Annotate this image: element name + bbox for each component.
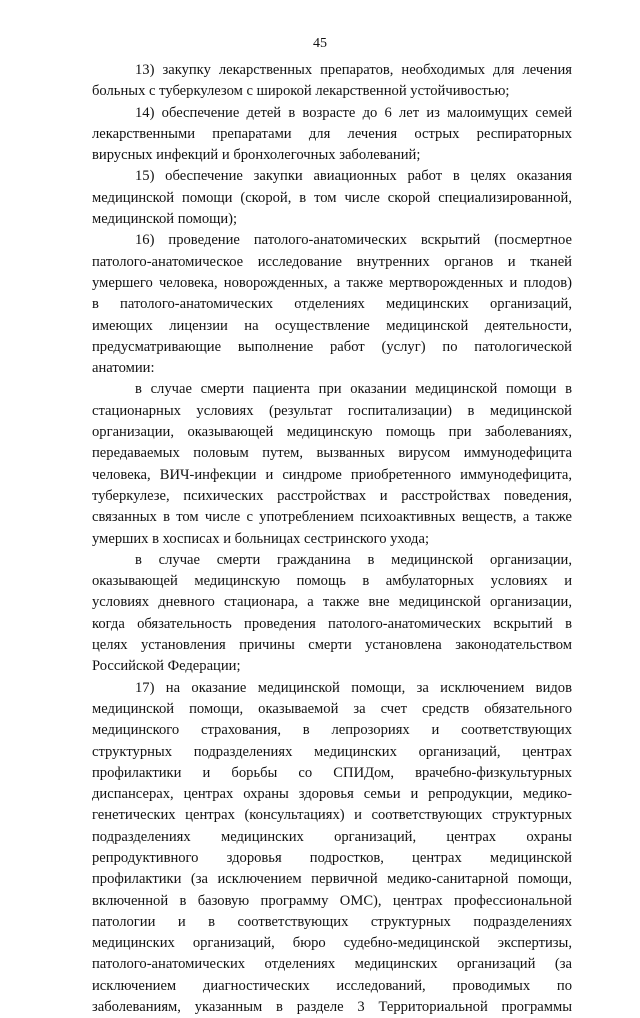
text-line: лекарственными препаратами для лечения острых респираторных <box>92 125 572 142</box>
page-number: 45 <box>313 36 327 51</box>
text-line: 17) на оказание медицинской помощи, за исключением видов <box>135 679 572 696</box>
text-line: когда обязательность проведения патолого-анатомических вскрытий в <box>92 615 572 632</box>
text-line: медицинской помощи); <box>92 211 238 228</box>
text-line: условиях дневного стационара, а также вне медицинской организации, <box>92 594 572 611</box>
text-line: патолого-анатомическое исследование внутренних органов и тканей <box>92 253 572 270</box>
text-line: передаваемых половым путем, вызванных вирусом иммунодефицита <box>92 445 572 462</box>
text-line: профилактики и борьбы со СПИДом, врачебно-физкультурных <box>92 764 572 781</box>
text-line: оказывающей медицинскую помощь в амбулаторных условиях и <box>92 573 572 590</box>
text-line: включенной в базовую программу ОМС), центрах профессиональной <box>92 892 572 909</box>
text-line: патологии и в соответствующих структурных подразделениях <box>92 913 572 930</box>
text-line: диспансерах, центрах охраны здоровья семьи и репродукции, медико- <box>92 786 572 803</box>
text-line: в патолого-анатомических отделениях медицинских организаций, <box>92 296 572 313</box>
text-line: медицинской помощи, оказываемой за счет средств обязательного <box>92 700 572 717</box>
text-line: профилактики (за исключением первичной медико-санитарной помощи, <box>92 871 572 888</box>
text-line: туберкулезе, психических расстройствах и расстройствах поведения, <box>92 487 572 504</box>
text-line: репродуктивного здоровья подростков, центрах медицинской <box>92 849 572 866</box>
text-line: организации, оказывающей медицинскую помощь при заболеваниях, <box>92 424 572 441</box>
text-line: 15) обеспечение закупки авиационных работ в целях оказания <box>135 168 572 185</box>
text-line: медицинского страхования, в лепрозориях и соответствующих <box>92 722 572 739</box>
document-body <box>92 60 572 1018</box>
text-line: вирусных инфекций и бронхолегочных заболеваний; <box>92 147 421 164</box>
text-line: умершего человека, новорожденных, а также мертворожденных и плодов) <box>92 274 572 291</box>
text-line: стационарных условиях (результат госпитализации) в медицинской <box>92 402 572 419</box>
text-line: предусматривающие выполнение работ (услуг) по патологической <box>92 338 572 355</box>
text-line: исключением диагностических исследований, проводимых по <box>92 977 572 994</box>
text-line: медицинских организаций, бюро судебно-медицинской экспертизы, <box>92 935 572 952</box>
text-line: умерших в хосписах и больницах сестринского ухода; <box>92 530 430 547</box>
text-line: структурных подразделениях медицинских организаций, центрах <box>92 743 572 760</box>
text-line: связанных в том числе с употреблением психоактивных веществ, а также <box>92 509 572 526</box>
text-line: заболеваниям, указанным в разделе 3 Территориальной программы <box>92 999 572 1016</box>
text-line: медицинской помощи (скорой, в том числе скорой специализированной, <box>92 189 572 206</box>
text-line: анатомии: <box>92 360 155 377</box>
text-line: 14) обеспечение детей в возрасте до 6 лет из малоимущих семей <box>135 104 572 121</box>
text-line: целях установления причины смерти установлена законодательством <box>92 637 572 654</box>
text-line: в случае смерти гражданина в медицинской организации, <box>135 551 572 568</box>
text-line: 13) закупку лекарственных препаратов, необходимых для лечения <box>135 62 572 78</box>
text-line: больных с туберкулезом с широкой лекарственной устойчивостью; <box>92 83 510 100</box>
text-line: в случае смерти пациента при оказании медицинской помощи в <box>135 381 572 398</box>
text-line: человека, ВИЧ-инфекции и синдроме приобретенного иммунодефицита, <box>92 466 572 483</box>
text-line: Российской Федерации; <box>92 658 241 675</box>
text-line: патолого-анатомических отделениях медицинских организаций (за <box>92 956 572 973</box>
text-line: генетических центрах (консультациях) и соответствующих структурных <box>92 807 572 824</box>
text-line: подразделениях медицинских организаций, центрах охраны <box>92 828 572 845</box>
text-line: 16) проведение патолого-анатомических вскрытий (посмертное <box>135 232 572 249</box>
text-line: имеющих лицензии на осуществление медицинской деятельности, <box>92 317 572 334</box>
